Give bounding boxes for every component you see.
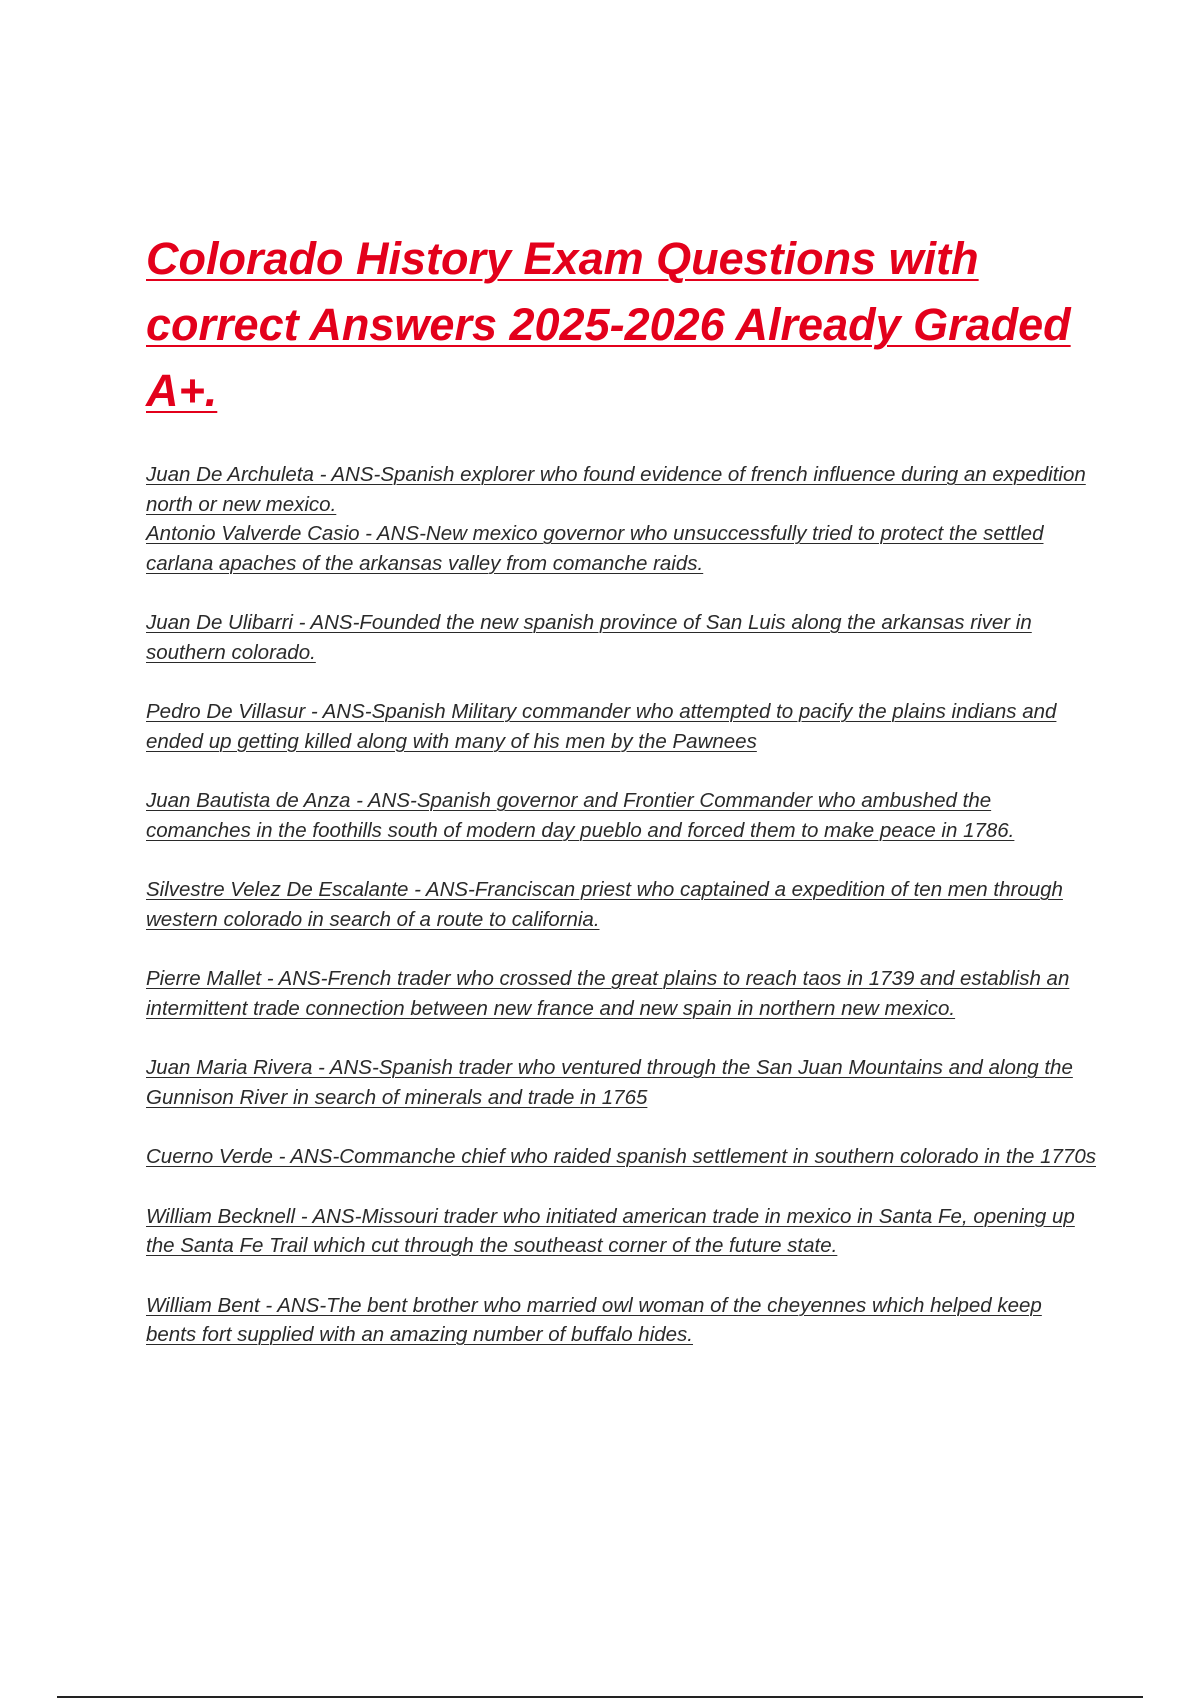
qa-item: William Bent - ANS-The bent brother who married owl woman of the cheyennes which helped keep bents fort supplied with an amazing number of buffalo hides. bbox=[146, 1293, 1042, 1346]
qa-item: Antonio Valverde Casio - ANS-New mexico governor who unsuccessfully tried to protect the settled carlana apaches of the arkansas valley from comanche raids. bbox=[146, 522, 1044, 575]
qa-item: Juan De Archuleta - ANS-Spanish explorer who found evidence of french influence during an expedition north or new mexico. bbox=[146, 463, 1086, 516]
qa-item: Pedro De Villasur - ANS-Spanish Military commander who attempted to pacify the plains indians and ended up getting killed along with many of his men by the Pawnees bbox=[146, 700, 1057, 753]
qa-item: Silvestre Velez De Escalante - ANS-Franciscan priest who captained a expedition of ten men through western colorado in search of a route to california. bbox=[146, 878, 1063, 931]
document-title: Colorado History Exam Questions with correct Answers 2025-2026 Already Graded A+. bbox=[146, 233, 1071, 416]
qa-item: Juan Maria Rivera - ANS-Spanish trader who ventured through the San Juan Mountains and along the Gunnison River in search of minerals and trade in 1765 bbox=[146, 1056, 1073, 1109]
footer-rule bbox=[57, 1696, 1143, 1698]
qa-item: Juan De Ulibarri - ANS-Founded the new spanish province of San Luis along the arkansas river in southern colorado. bbox=[146, 611, 1032, 664]
qa-item: William Becknell - ANS-Missouri trader who initiated american trade in mexico in Santa Fe, opening up the Santa Fe Trail which cut through the southeast corner of the future state. bbox=[146, 1204, 1075, 1257]
qa-item: Cuerno Verde - ANS-Commanche chief who raided spanish settlement in southern colorado in the 1770s bbox=[146, 1145, 1096, 1168]
qa-item: Pierre Mallet - ANS-French trader who crossed the great plains to reach taos in 1739 and establish an intermittent trade connection between new france and new spain in northern new mexico. bbox=[146, 967, 1070, 1020]
qa-list bbox=[146, 460, 1096, 1380]
qa-item: Juan Bautista de Anza - ANS-Spanish governor and Frontier Commander who ambushed the comanches in the foothills south of modern day pueblo and forced them to make peace in 1786. bbox=[146, 789, 1015, 842]
